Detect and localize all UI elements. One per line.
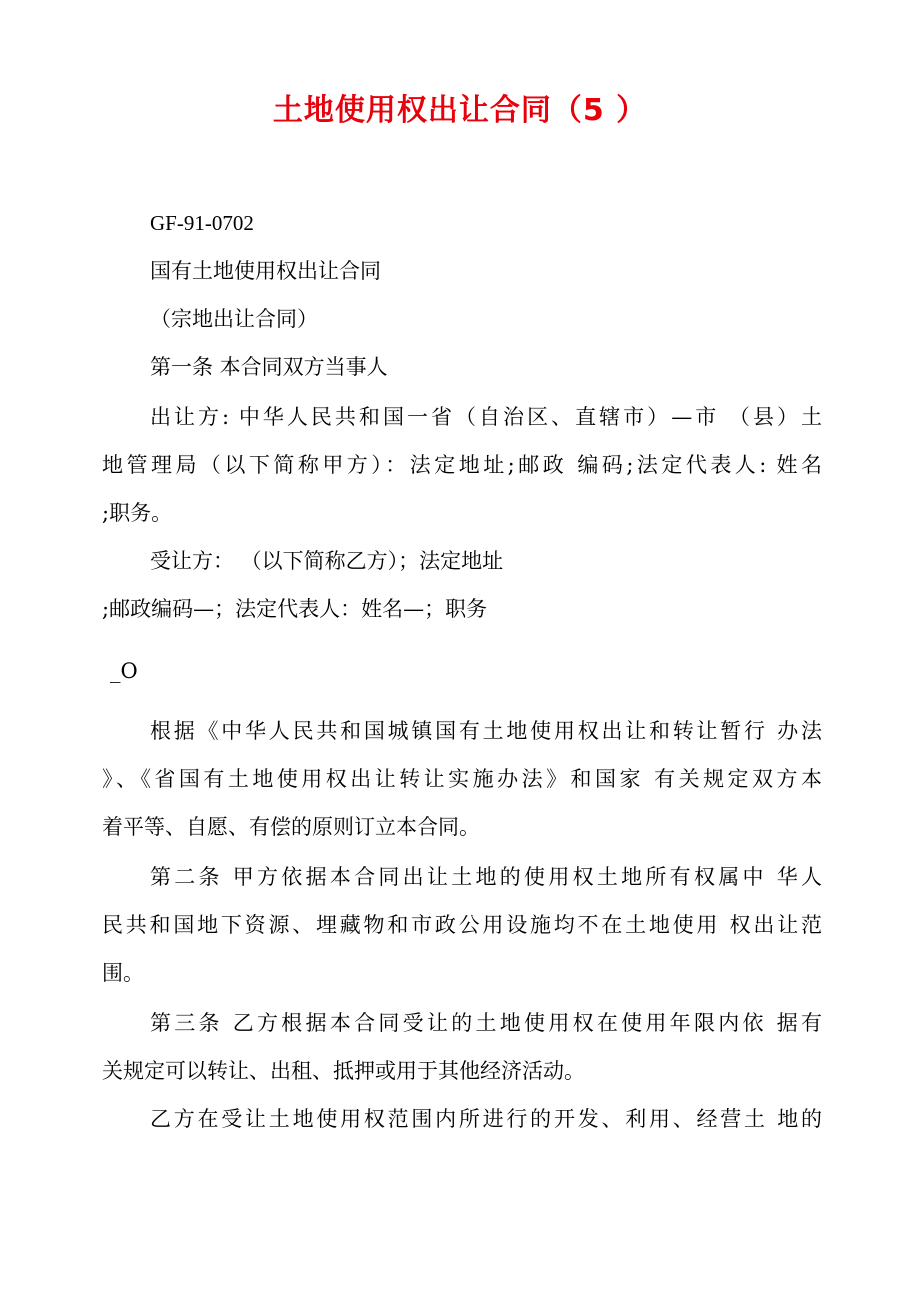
basis-line-2: 》、《省国有土地使用权出让转让实施办法》和国家 有关规定双方本 (102, 767, 822, 791)
article3-line-2: 关规定可以转让、出租、抵押或用于其他经济活动。 (102, 1059, 585, 1083)
grantor-line-2: 地管理局（以下简称甲方）：法定地址;邮政 编码;法定代表人: 姓名 (102, 453, 822, 477)
grantee-line-3: _O (110, 659, 138, 683)
article3-line-1: 第三条 乙方根据本合同受让的土地使用权在使用年限内依 据有 (150, 1011, 822, 1035)
article2-line-3: 围。 (102, 961, 144, 985)
grantor-line-3: ;职务。 (102, 501, 173, 525)
grantor-line-1: 出让方: 中华人民共和国一省（自治区、直辖市）—市 （县）土 (150, 405, 822, 429)
contract-subheading: （宗地出让合同） (150, 307, 318, 331)
basis-line-1: 根据《中华人民共和国城镇国有土地使用权出让和转让暂行 办法 (150, 719, 822, 743)
document-title: 土地使用权出让合同（5 ） (272, 93, 648, 128)
article2-line-1: 第二条 甲方依据本合同出让土地的使用权土地所有权属中 华人 (150, 865, 822, 889)
article2-line-2: 民共和国地下资源、埋藏物和市政公用设施均不在土地使用 权出让范 (102, 913, 822, 937)
grantee-line-1: 受让方： （以下简称乙方）；法定地址 (150, 549, 504, 573)
document-code: GF-91-0702 (150, 211, 254, 235)
grantee-line-2: ;邮政编码—；法定代表人：姓名—；职务 (102, 597, 488, 621)
article3b-line-1: 乙方在受让土地使用权范围内所进行的开发、利用、经营土 地的 (150, 1107, 822, 1131)
contract-heading: 国有土地使用权出让合同 (150, 259, 381, 283)
basis-line-3: 着平等、自愿、有偿的原则订立本合同。 (102, 815, 480, 839)
article1-heading: 第一条 本合同双方当事人 (150, 355, 388, 379)
